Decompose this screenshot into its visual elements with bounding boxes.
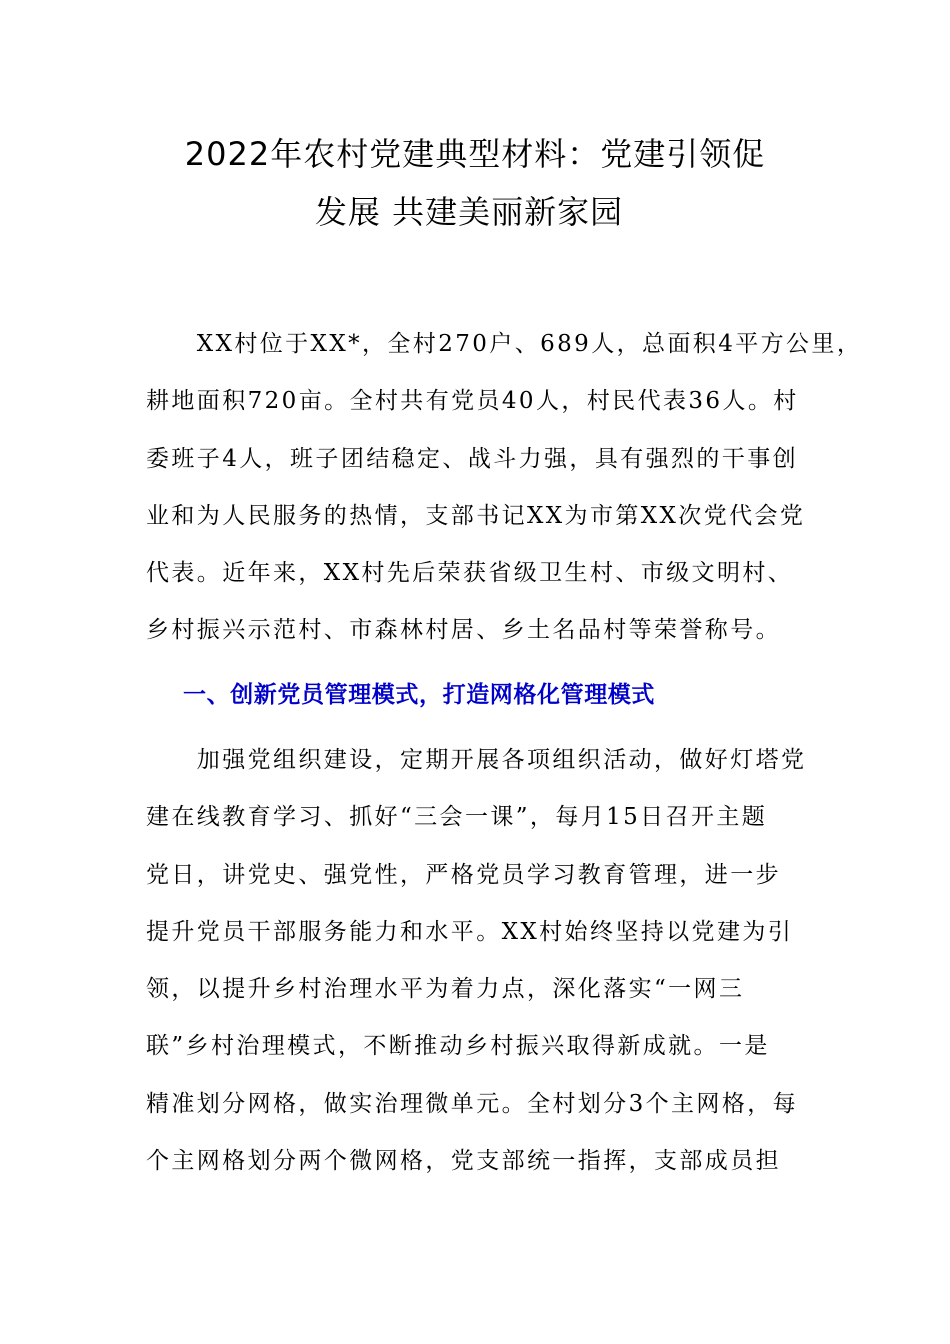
paragraph-party-building (146, 732, 806, 1190)
paragraph-line: 个主网格划分两个微网格，党支部统一指挥，支部成员担 (146, 1148, 781, 1175)
paragraph-line: 建在线教育学习、抓好“三会一课”，每月15日召开主题 (146, 804, 768, 831)
paragraph-line: 委班子4人，班子团结稳定、战斗力强，具有强烈的干事创 (146, 445, 799, 472)
paragraph-line: 乡村振兴示范村、市森林村居、乡土名品村等荣誉称号。 (146, 617, 781, 644)
document-title-line-2: 发展 共建美丽新家园 (314, 193, 624, 231)
document-title-line-1: 2022年农村党建典型材料：党建引领促 (184, 135, 766, 173)
paragraph-line: XX村位于XX*，全村270户、689人，总面积4平方公里， (146, 331, 863, 357)
paragraph-line: 业和为人民服务的热情，支部书记XX为市第XX次党代会党 (146, 502, 806, 529)
paragraph-line: 党日，讲党史、强党性，严格党员学习教育管理，进一步 (146, 861, 781, 888)
paragraph-village-overview (146, 316, 863, 660)
paragraph-line: 提升党员干部服务能力和水平。XX村始终坚持以党建为引 (146, 918, 794, 945)
paragraph-line: 加强党组织建设，定期开展各项组织活动，做好灯塔党 (146, 747, 807, 773)
paragraph-line: 精准划分网格，做实治理微单元。全村划分3个主网格，每 (146, 1090, 799, 1117)
paragraph-line: 领，以提升乡村治理水平为着力点，深化落实“一网三 (146, 976, 745, 1003)
paragraph-line: 联”乡村治理模式，不断推动乡村振兴取得新成就。一是 (146, 1033, 770, 1060)
paragraph-line: 耕地面积720亩。全村共有党员40人，村民代表36人。村 (146, 388, 799, 415)
section-1-heading: 一、创新党员管理模式，打造网格化管理模式 (183, 682, 655, 708)
paragraph-line: 代表。近年来，XX村先后荣获省级卫生村、市级文明村、 (146, 560, 794, 587)
